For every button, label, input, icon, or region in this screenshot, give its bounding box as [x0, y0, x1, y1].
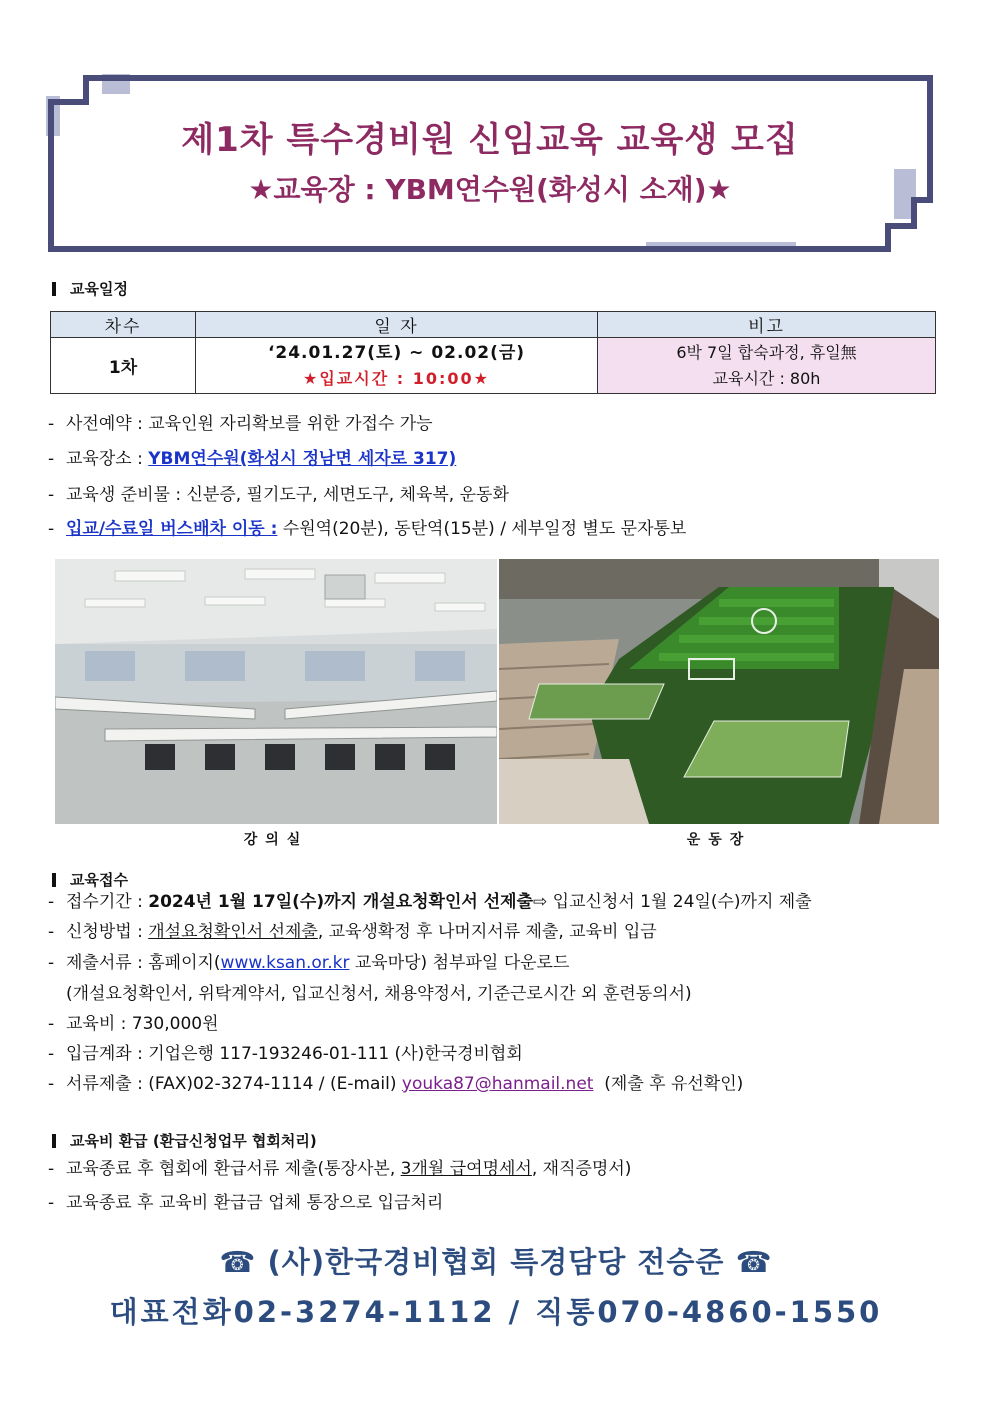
refund-line1-b: , 재직증명서)	[531, 1159, 632, 1179]
page-title: 제1차 특수경비원 신임교육 교육생 모집	[181, 120, 799, 160]
refund-line1-underlined: 3개월 급여명세서	[400, 1159, 532, 1179]
list-item: - 제출서류 : 홈페이지(www.ksan.or.kr 교육마당) 첨부파일 다운로드	[48, 953, 570, 973]
banner-frame	[46, 74, 934, 254]
list-item	[66, 983, 692, 1005]
heading-bar	[52, 873, 56, 887]
list-item: - 접수기간 : 2024년 1월 17일(수)까지 개설요청확인서 선제출⇨ 입교신청서 1월 24일(수)까지 제출	[48, 892, 812, 912]
refund-line1-a: 교육종료 후 협회에 환급서류 제출(통장사본,	[66, 1159, 401, 1179]
list-item: - 서류제출 : (FAX)02-3274-1114 / (E-mail) youka87@hanmail.net (제출 후 유선확인)	[48, 1074, 744, 1094]
place-label: 교육장소 :	[66, 449, 149, 469]
arrow-icon: ⇨	[533, 892, 548, 912]
sports-field-photo	[499, 559, 939, 824]
period-label: 접수기간 :	[66, 892, 149, 912]
note-course: 6박 7일 합숙과정, 휴일無	[676, 342, 857, 362]
sports-field-caption: 운동장	[686, 832, 752, 848]
table-row	[51, 338, 936, 394]
docs-label: 제출서류 : 홈페이지(	[66, 953, 221, 973]
fee-text: 교육비 : 730,000원	[66, 1014, 219, 1034]
account-text: 입금계좌 : 기업은행 117-193246-01-111 (사)한국경비협회	[66, 1044, 523, 1064]
entry-time: ★입교시간 : 10:00★	[303, 368, 490, 388]
table-header-row	[51, 312, 936, 338]
bus-text: 수원역(20분), 동탄역(15분) / 세부일정 별도 문자통보	[277, 519, 687, 539]
heading-bar	[52, 282, 56, 296]
method-label: 신청방법 :	[66, 922, 149, 942]
list-item: - 사전예약 : 교육인원 자리확보를 위한 가접수 가능	[48, 414, 433, 434]
supplies-text: 교육생 준비물 : 신분증, 필기도구, 세면도구, 체육복, 운동화	[66, 485, 509, 505]
list-item: - 교육장소 : YBM연수원(화성시 정남면 세자로 317)	[48, 449, 457, 469]
method-underlined: 개설요청확인서 선제출	[148, 922, 318, 942]
list-item: - 교육생 준비물 : 신분증, 필기도구, 세면도구, 체육복, 운동화	[48, 485, 509, 505]
list-item: - 입금계좌 : 기업은행 117-193246-01-111 (사)한국경비협회	[48, 1044, 523, 1064]
date-range: ‘24.01.27(토) ~ 02.02(금)	[267, 342, 526, 363]
schedule-table	[50, 311, 936, 394]
list-item: - 교육종료 후 협회에 환급서류 제출(통장사본, 3개월 급여명세서, 재직증명서)	[48, 1159, 632, 1179]
header-round: 차수	[51, 312, 196, 338]
lecture-room-caption: 강의실	[243, 832, 309, 848]
refund-heading	[52, 1130, 317, 1151]
homepage-link[interactable]: www.ksan.or.kr	[220, 953, 350, 973]
header-date: 일 자	[196, 312, 598, 338]
application-heading	[52, 869, 128, 890]
list-item: - 신청방법 : 개설요청확인서 선제출, 교육생확정 후 나머지서류 제출, 교육비 입금	[48, 922, 657, 942]
schedule-heading	[52, 278, 128, 299]
docs-rest: 교육마당) 첨부파일 다운로드	[349, 953, 570, 973]
cell-date	[196, 338, 598, 394]
contact-phones: 대표전화02-3274-1112 / 직통070-4860-1550	[109, 1295, 883, 1329]
refund-heading-text: 교육비 환급 (환급신청업무 협회처리)	[70, 1132, 317, 1150]
phone-icon: ☎	[735, 1245, 773, 1279]
application-heading-text: 교육접수	[70, 871, 128, 889]
list-item: - 교육비 : 730,000원	[48, 1014, 219, 1034]
note-hours: 교육시간 : 80h	[712, 368, 821, 388]
contact-person-text: (사)한국경비협회 특경담당 전승준	[267, 1245, 725, 1279]
phone-icon: ☎	[219, 1245, 257, 1279]
cell-round: 1차	[51, 338, 196, 394]
bus-link[interactable]: 입교/수료일 버스배차 이동 :	[66, 519, 278, 539]
page-subtitle: ★교육장 : YBM연수원(화성시 소재)★	[248, 173, 732, 206]
docs-list: (개설요청확인서, 위탁계약서, 입교신청서, 채용약정서, 기준근로시간 외 훈련동의서)	[66, 984, 692, 1004]
lecture-room-photo	[55, 559, 497, 824]
header-note: 비고	[598, 312, 936, 338]
period-bold: 2024년 1월 17일(수)까지 개설요청확인서 선제출	[148, 892, 533, 912]
submit-rest: (제출 후 유선확인)	[593, 1074, 744, 1094]
contact-person	[0, 1240, 992, 1281]
submit-label: 서류제출 : (FAX)02-3274-1114 / (E-mail)	[66, 1074, 402, 1094]
heading-bar	[52, 1134, 56, 1148]
email-link[interactable]: youka87@hanmail.net	[401, 1074, 594, 1094]
schedule-heading-text: 교육일정	[70, 280, 128, 298]
refund-line2: 교육종료 후 교육비 환급금 업체 통장으로 입금처리	[66, 1193, 444, 1213]
title-banner	[46, 74, 934, 254]
list-item: - 교육종료 후 교육비 환급금 업체 통장으로 입금처리	[48, 1193, 444, 1213]
method-rest: , 교육생확정 후 나머지서류 제출, 교육비 입금	[317, 922, 657, 942]
list-item: - 입교/수료일 버스배차 이동 : 수원역(20분), 동탄역(15분) / 세부일정 별도 문자통보	[48, 519, 687, 539]
reservation-text: 사전예약 : 교육인원 자리확보를 위한 가접수 가능	[66, 414, 433, 434]
place-link[interactable]: YBM연수원(화성시 정남면 세자로 317)	[148, 449, 457, 469]
cell-note	[598, 338, 936, 394]
period-rest: 입교신청서 1월 24일(수)까지 제출	[547, 892, 812, 912]
